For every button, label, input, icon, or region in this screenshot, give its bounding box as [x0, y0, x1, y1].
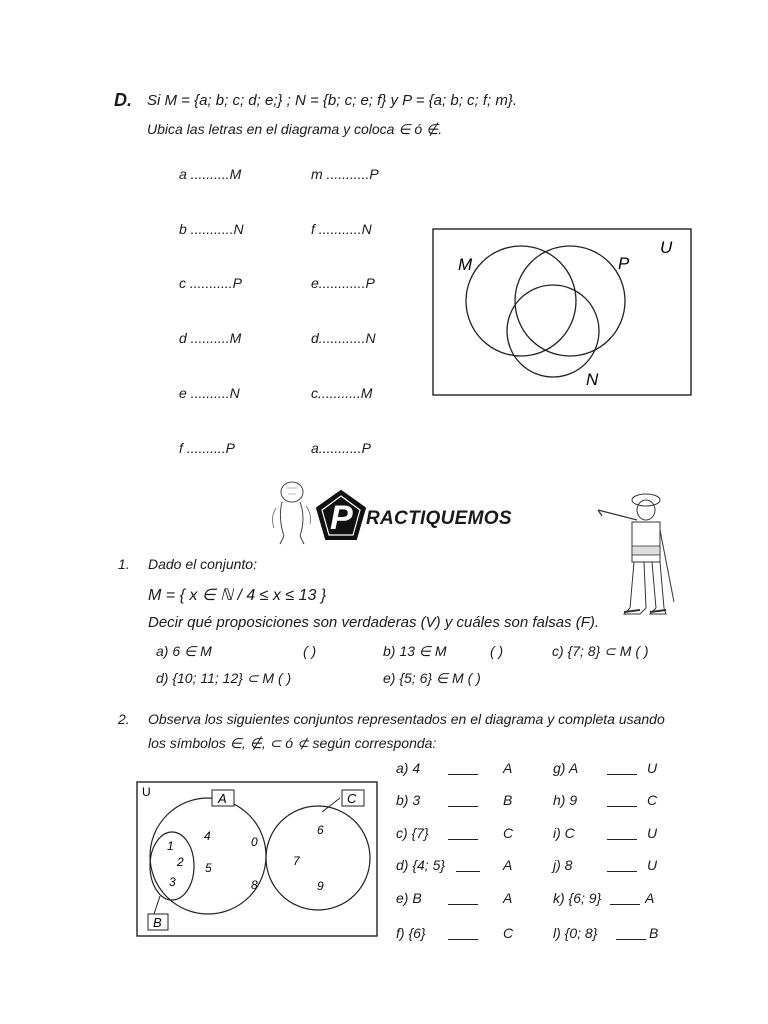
list-item: e ..........N	[179, 385, 240, 401]
circle-a	[150, 798, 266, 914]
answer-set: C	[647, 792, 658, 808]
element-4: 4	[204, 829, 211, 843]
list-item: f ..........P	[179, 440, 236, 456]
label-u: U	[142, 785, 151, 799]
answer-item: d) {4; 5}	[396, 857, 446, 873]
practiquemos-logo	[314, 488, 368, 544]
answer-blank[interactable]	[456, 871, 480, 872]
element-7: 7	[293, 854, 300, 868]
element-2: 2	[177, 855, 184, 869]
label-m: M	[458, 255, 473, 274]
label-a: A	[218, 791, 227, 806]
list-item: b ...........N	[179, 221, 244, 237]
answer-blank[interactable]	[610, 904, 640, 905]
list-item: a ..........M	[179, 166, 242, 182]
list-item: c...........M	[311, 385, 373, 401]
proposition-b: b) 13 ∈ M	[383, 643, 447, 659]
answer-blank[interactable]	[448, 904, 478, 905]
exercise-1-prompt: Dado el conjunto:	[148, 556, 257, 572]
label-p: P	[618, 254, 630, 273]
answer-set: B	[503, 792, 513, 808]
answer-set: A	[645, 890, 655, 906]
element-1: 1	[167, 839, 174, 853]
answer-set: B	[649, 925, 659, 941]
answer-item: f) {6}	[396, 925, 426, 941]
venn-diagram-abc	[136, 776, 380, 938]
answer-blank[interactable]	[607, 871, 637, 872]
proposition-a-blank[interactable]: ( )	[303, 643, 317, 659]
answer-item: g) A	[553, 760, 579, 776]
label-b: B	[153, 915, 162, 930]
section-statement: Si M = {a; b; c; d; e;} ; N = {b; c; e; f} y P = {a; b; c; f; m}.	[147, 92, 518, 109]
answer-blank[interactable]	[448, 939, 478, 940]
answer-set: A	[503, 857, 513, 873]
answer-item: b) 3	[396, 792, 421, 808]
list-item: f ...........N	[311, 221, 372, 237]
logo-letter: P	[330, 499, 353, 537]
explorer-illustration	[594, 490, 678, 622]
universe-box	[433, 229, 691, 395]
element-5: 5	[205, 861, 212, 875]
exercise-2-prompt-line1: Observa los siguientes conjuntos representados en el diagrama y completa usando	[148, 711, 665, 727]
label-n: N	[586, 370, 599, 389]
exercise-1-question: Decir qué proposiciones son verdaderas (V) y cuáles son falsas (F).	[148, 614, 600, 631]
element-9: 9	[317, 879, 324, 893]
answer-item: e) B	[396, 890, 422, 906]
answer-set: U	[647, 760, 658, 776]
section-label: D.	[114, 90, 132, 110]
answer-set: A	[503, 890, 513, 906]
answer-item: a) 4	[396, 760, 421, 776]
list-item: d............N	[311, 330, 376, 346]
list-item: e............P	[311, 275, 375, 291]
banner-title: RACTIQUEMOS	[366, 508, 512, 529]
boy-illustration	[266, 478, 316, 546]
answer-item: h) 9	[553, 792, 578, 808]
list-item: m ...........P	[311, 166, 379, 182]
list-item: d ..........M	[179, 330, 242, 346]
section-instruction: Ubica las letras en el diagrama y coloca ∈ ó ∉.	[147, 121, 443, 137]
proposition-c[interactable]: c) {7; 8} ⊂ M ( )	[552, 643, 649, 659]
exercise-2-number: 2.	[118, 711, 130, 727]
exercise-1-number: 1.	[118, 556, 130, 572]
answer-blank[interactable]	[607, 806, 637, 807]
proposition-d[interactable]: d) {10; 11; 12} ⊂ M ( )	[156, 670, 292, 686]
answer-blank[interactable]	[448, 806, 478, 807]
circle-m	[466, 246, 576, 356]
venn-diagram-mpn	[432, 228, 692, 396]
answer-blank[interactable]	[607, 774, 637, 775]
list-item: a...........P	[311, 440, 371, 456]
answer-set: C	[503, 925, 514, 941]
answer-blank[interactable]	[448, 839, 478, 840]
proposition-b-blank[interactable]: ( )	[490, 643, 504, 659]
answer-item: i) C	[553, 825, 575, 841]
exercise-1-set: M = { x ∈ ℕ / 4 ≤ x ≤ 13 }	[148, 587, 327, 604]
answer-blank[interactable]	[448, 774, 478, 775]
answer-set: U	[647, 857, 658, 873]
circle-c	[266, 806, 370, 910]
list-item: c ...........P	[179, 275, 243, 291]
proposition-e[interactable]: e) {5; 6} ∈ M ( )	[383, 670, 481, 686]
universe-box	[137, 782, 377, 936]
element-8: 8	[251, 878, 258, 892]
answer-item: k) {6; 9}	[553, 890, 602, 906]
answer-item: l) {0; 8}	[553, 925, 598, 941]
answer-blank[interactable]	[616, 939, 646, 940]
element-3: 3	[169, 875, 176, 889]
element-6: 6	[317, 823, 324, 837]
exercise-2-prompt-line2: los símbolos ∈, ∉, ⊂ ó ⊄ según corresponda:	[148, 735, 437, 751]
answer-item: j) 8	[553, 857, 573, 873]
element-0: 0	[251, 835, 258, 849]
answer-blank[interactable]	[607, 839, 637, 840]
answer-set: A	[503, 760, 513, 776]
answer-item: c) {7}	[396, 825, 429, 841]
label-c: C	[347, 791, 357, 806]
circle-n	[507, 285, 599, 377]
answer-set: U	[647, 825, 658, 841]
proposition-a: a) 6 ∈ M	[156, 643, 212, 659]
circle-p	[515, 246, 625, 356]
answer-set: C	[503, 825, 514, 841]
label-u: U	[660, 238, 673, 257]
